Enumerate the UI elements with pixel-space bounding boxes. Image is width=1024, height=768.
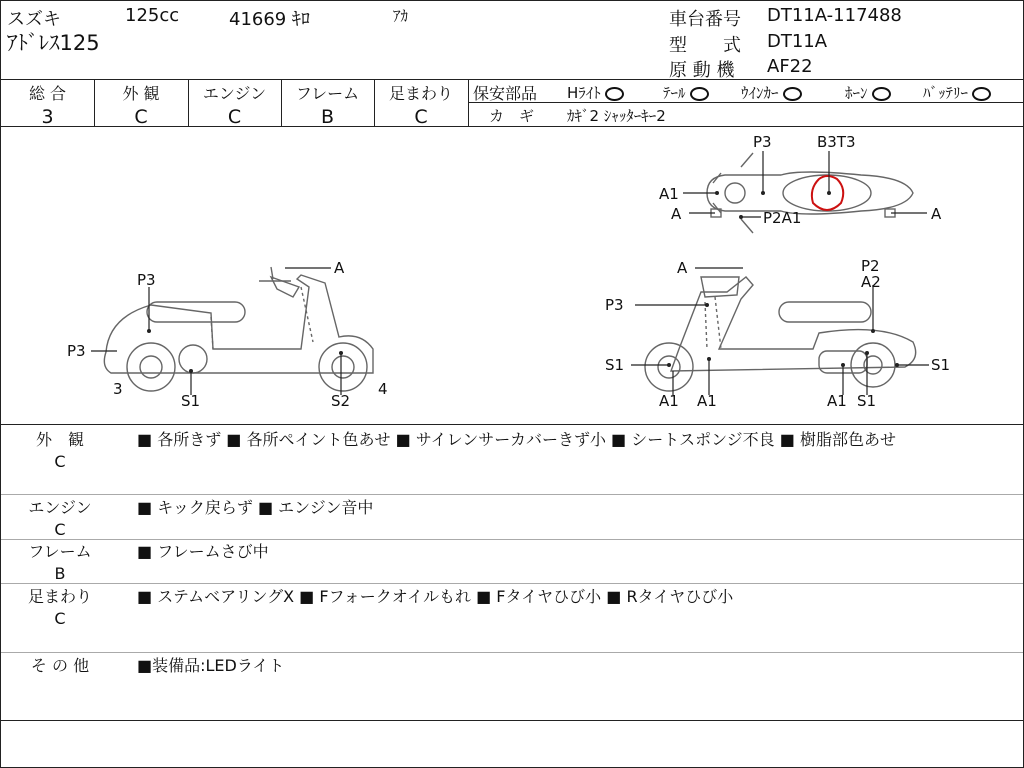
damage-diagram bbox=[1, 127, 1023, 423]
safety-item-label: ﾎｰﾝ bbox=[845, 84, 868, 102]
label-p3: P3 bbox=[753, 133, 772, 151]
label-a: A bbox=[671, 205, 682, 223]
label-a2: A2 bbox=[861, 273, 881, 291]
grade-label: 足まわり bbox=[388, 84, 453, 103]
grade-label: フレーム bbox=[295, 84, 360, 103]
section-suspension-title bbox=[1, 586, 119, 630]
section-other-text: ■装備品:LEDライト bbox=[137, 656, 285, 675]
safety-title: 保安部品 bbox=[473, 84, 538, 103]
section-title: フレーム bbox=[28, 542, 92, 561]
mileage: 41669 ｷﾛ bbox=[229, 9, 310, 30]
section-exterior-text: ■ 各所きず ■ 各所ペイント色あせ ■ サイレンサーカバーきず小 ■ シートスポンジ不良 ■ 樹脂部色あせ bbox=[137, 430, 896, 449]
label-b3t3: B3T3 bbox=[817, 133, 856, 151]
ok-circle-icon bbox=[972, 87, 991, 101]
label-s1: S1 bbox=[605, 356, 625, 374]
ok-circle-icon bbox=[872, 87, 891, 101]
divider bbox=[1, 539, 1023, 540]
grade-engine bbox=[188, 81, 281, 128]
ok-circle-icon bbox=[690, 87, 709, 101]
section-other-title bbox=[1, 655, 119, 677]
section-title: 足まわり bbox=[27, 587, 92, 606]
section-title: エンジン bbox=[28, 498, 92, 517]
label-a1: A1 bbox=[659, 392, 679, 410]
safety-winker bbox=[741, 82, 802, 103]
scooter-top-view bbox=[707, 153, 913, 233]
maker: スズキ bbox=[7, 9, 61, 30]
safety-horn bbox=[845, 82, 891, 103]
safety-item-label: ﾃｰﾙ bbox=[663, 84, 686, 102]
grade-value: C bbox=[414, 106, 428, 128]
grade-label: エンジン bbox=[202, 84, 267, 103]
section-frame-text: ■ フレームさび中 bbox=[137, 542, 269, 561]
section-engine-text: ■ キック戻らず ■ エンジン音中 bbox=[137, 498, 374, 517]
grade-value: B bbox=[320, 106, 335, 128]
divider bbox=[1, 652, 1023, 653]
grade-label: 外 観 bbox=[122, 84, 160, 103]
label-p2: P2 bbox=[861, 257, 880, 275]
divider bbox=[1, 424, 1023, 425]
safety-item-label: ﾊﾞｯﾃﾘｰ bbox=[923, 84, 969, 102]
label-s1: S1 bbox=[931, 356, 951, 374]
label-a: A bbox=[931, 205, 942, 223]
section-title: 外 観 bbox=[35, 430, 84, 449]
body-color: ｱｶ bbox=[393, 7, 409, 25]
displacement: 125cc bbox=[125, 5, 180, 26]
grade-value: C bbox=[134, 106, 148, 128]
divider bbox=[1, 494, 1023, 495]
key-value: ｶｷﾞ2 ｼｬｯﾀｰｷｰ2 bbox=[567, 107, 666, 125]
scooter-right-view bbox=[645, 277, 916, 391]
grade-exterior bbox=[94, 81, 188, 128]
safety-taillight bbox=[663, 82, 709, 103]
safety-battery bbox=[923, 82, 991, 103]
label-s1: S1 bbox=[857, 392, 877, 410]
section-grade: B bbox=[54, 564, 66, 583]
section-frame-title bbox=[1, 541, 119, 585]
label-a1: A1 bbox=[827, 392, 847, 410]
safety-item-label: Hﾗｲﾄ bbox=[567, 84, 601, 102]
divider bbox=[1, 720, 1023, 721]
model-name: ｱﾄﾞﾚｽ125 bbox=[7, 31, 100, 55]
label-p3: P3 bbox=[137, 271, 156, 289]
section-grade: C bbox=[54, 520, 66, 539]
label-a1: A1 bbox=[659, 185, 679, 203]
section-exterior-title bbox=[1, 429, 119, 473]
grade-suspension bbox=[374, 81, 468, 128]
section-suspension-text: ■ ステムベアリングX ■ Fフォークオイルもれ ■ Fタイヤひび小 ■ Rタイヤひび小 bbox=[137, 587, 734, 606]
label-p3: P3 bbox=[67, 342, 86, 360]
section-grade: C bbox=[54, 452, 66, 471]
divider bbox=[1, 79, 1023, 80]
type-value: DT11A bbox=[767, 31, 828, 52]
label-a: A bbox=[334, 259, 345, 277]
label-p3: P3 bbox=[605, 296, 624, 314]
type-label: 型 式 bbox=[669, 35, 741, 56]
ok-circle-icon bbox=[605, 87, 624, 101]
label-s2: S2 bbox=[331, 392, 351, 410]
frame-no-label: 車台番号 bbox=[669, 9, 741, 30]
label-a: A bbox=[677, 259, 688, 277]
frame-no: DT11A-117488 bbox=[767, 5, 902, 26]
engine-label: 原 動 機 bbox=[669, 60, 735, 81]
key-label: カ ギ bbox=[489, 107, 535, 125]
label-p2a1: P2A1 bbox=[763, 209, 802, 227]
label-3: 3 bbox=[113, 380, 123, 398]
grade-label: 総 合 bbox=[28, 84, 67, 103]
label-a1: A1 bbox=[697, 392, 717, 410]
label-s1: S1 bbox=[181, 392, 201, 410]
section-engine-title bbox=[1, 497, 119, 541]
grade-value: 3 bbox=[41, 106, 54, 128]
ok-circle-icon bbox=[783, 87, 802, 101]
grade-frame bbox=[281, 81, 374, 128]
grade-overall bbox=[1, 81, 94, 128]
section-title: そ の 他 bbox=[30, 656, 90, 675]
safety-headlight bbox=[567, 82, 624, 103]
safety-item-label: ｳｲﾝｶｰ bbox=[741, 84, 779, 102]
section-grade: C bbox=[54, 609, 66, 628]
grade-value: C bbox=[227, 106, 242, 128]
engine-value: AF22 bbox=[767, 56, 813, 77]
divider bbox=[1, 583, 1023, 584]
label-4: 4 bbox=[378, 380, 388, 398]
